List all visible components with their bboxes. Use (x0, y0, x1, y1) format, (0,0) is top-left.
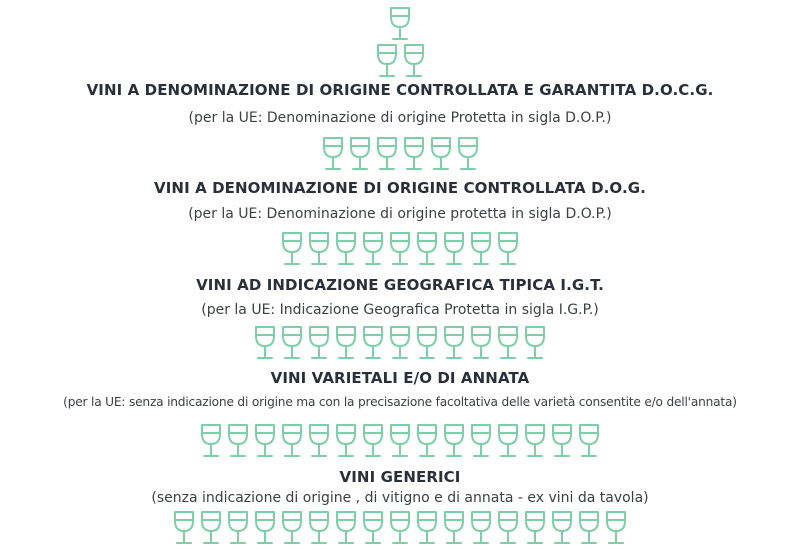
wine-glass-icon (578, 423, 600, 459)
wine-glass-icon (200, 510, 222, 546)
wine-glass-icon (470, 231, 492, 267)
wine-glass-icon (470, 510, 492, 546)
tier-subtitle-varietali: (per la UE: senza indicazione di origine ma con la precisazione facoltativa delle varietà consentite e/o dell'annata) (63, 395, 737, 409)
wine-glass-icon (308, 325, 330, 361)
tier-subtitle-doc: (per la UE: Denominazione di origine protetta in sigla D.O.P.) (188, 206, 612, 222)
glass-row-1 (0, 6, 800, 42)
wine-glass-icon (524, 325, 546, 361)
wine-glass-icon (227, 423, 249, 459)
wine-glass-icon (254, 325, 276, 361)
tier-title-igt: VINI AD INDICAZIONE GEOGRAFICA TIPICA I.G.T. (196, 276, 604, 294)
glass-row-4 (0, 231, 800, 267)
wine-glass-icon (389, 6, 411, 42)
wine-glass-icon (497, 325, 519, 361)
wine-glass-icon (443, 231, 465, 267)
wine-glass-icon (416, 325, 438, 361)
wine-glass-icon (281, 231, 303, 267)
wine-glass-icon (416, 423, 438, 459)
wine-glass-icon (497, 231, 519, 267)
wine-glass-icon (430, 136, 452, 172)
wine-glass-icon (281, 510, 303, 546)
tier-title-doc: VINI A DENOMINAZIONE DI ORIGINE CONTROLLATA D.O.G. (154, 179, 646, 197)
wine-glass-icon (335, 231, 357, 267)
wine-glass-icon (308, 510, 330, 546)
wine-glass-icon (551, 510, 573, 546)
wine-glass-icon (524, 423, 546, 459)
glass-row-3 (0, 136, 800, 172)
wine-glass-icon (551, 423, 573, 459)
wine-glass-icon (227, 510, 249, 546)
wine-glass-icon (335, 423, 357, 459)
wine-glass-icon (322, 136, 344, 172)
glass-row-2 (0, 43, 800, 79)
wine-glass-icon (362, 510, 384, 546)
tier-title-varietali: VINI VARIETALI E/O DI ANNATA (270, 369, 530, 387)
wine-glass-icon (457, 136, 479, 172)
wine-glass-icon (389, 423, 411, 459)
wine-glass-icon (281, 423, 303, 459)
glass-row-6 (0, 423, 800, 459)
wine-glass-icon (403, 136, 425, 172)
tier-title-docg: VINI A DENOMINAZIONE DI ORIGINE CONTROLLATA E GARANTITA D.O.C.G. (86, 81, 714, 99)
wine-glass-icon (376, 136, 398, 172)
wine-glass-icon (254, 423, 276, 459)
wine-glass-icon (362, 423, 384, 459)
wine-glass-icon (362, 325, 384, 361)
wine-glass-icon (200, 423, 222, 459)
wine-glass-icon (443, 325, 465, 361)
wine-glass-icon (254, 510, 276, 546)
wine-glass-icon (497, 510, 519, 546)
wine-glass-icon (443, 423, 465, 459)
wine-glass-icon (376, 43, 398, 79)
wine-glass-icon (389, 510, 411, 546)
glass-row-7 (0, 510, 800, 546)
wine-glass-icon (308, 423, 330, 459)
wine-glass-icon (497, 423, 519, 459)
wine-glass-icon (335, 325, 357, 361)
wine-glass-icon (173, 510, 195, 546)
wine-glass-icon (470, 423, 492, 459)
wine-glass-icon (416, 231, 438, 267)
tier-title-generici: VINI GENERICI (339, 468, 461, 486)
wine-glass-icon (389, 231, 411, 267)
wine-glass-icon (349, 136, 371, 172)
wine-glass-icon (335, 510, 357, 546)
wine-glass-icon (389, 325, 411, 361)
wine-glass-icon (470, 325, 492, 361)
wine-glass-icon (281, 325, 303, 361)
wine-glass-icon (443, 510, 465, 546)
wine-glass-icon (578, 510, 600, 546)
tier-subtitle-generici: (senza indicazione di origine , di vitigno e di annata - ex vini da tavola) (151, 490, 649, 506)
tier-subtitle-igt: (per la UE: Indicazione Geografica Protetta in sigla I.G.P.) (201, 302, 599, 318)
wine-glass-icon (362, 231, 384, 267)
wine-glass-icon (605, 510, 627, 546)
wine-glass-icon (416, 510, 438, 546)
tier-subtitle-docg: (per la UE: Denominazione di origine Protetta in sigla D.O.P.) (188, 110, 612, 126)
wine-glass-icon (403, 43, 425, 79)
glass-row-5 (0, 325, 800, 361)
wine-glass-icon (524, 510, 546, 546)
wine-glass-icon (308, 231, 330, 267)
